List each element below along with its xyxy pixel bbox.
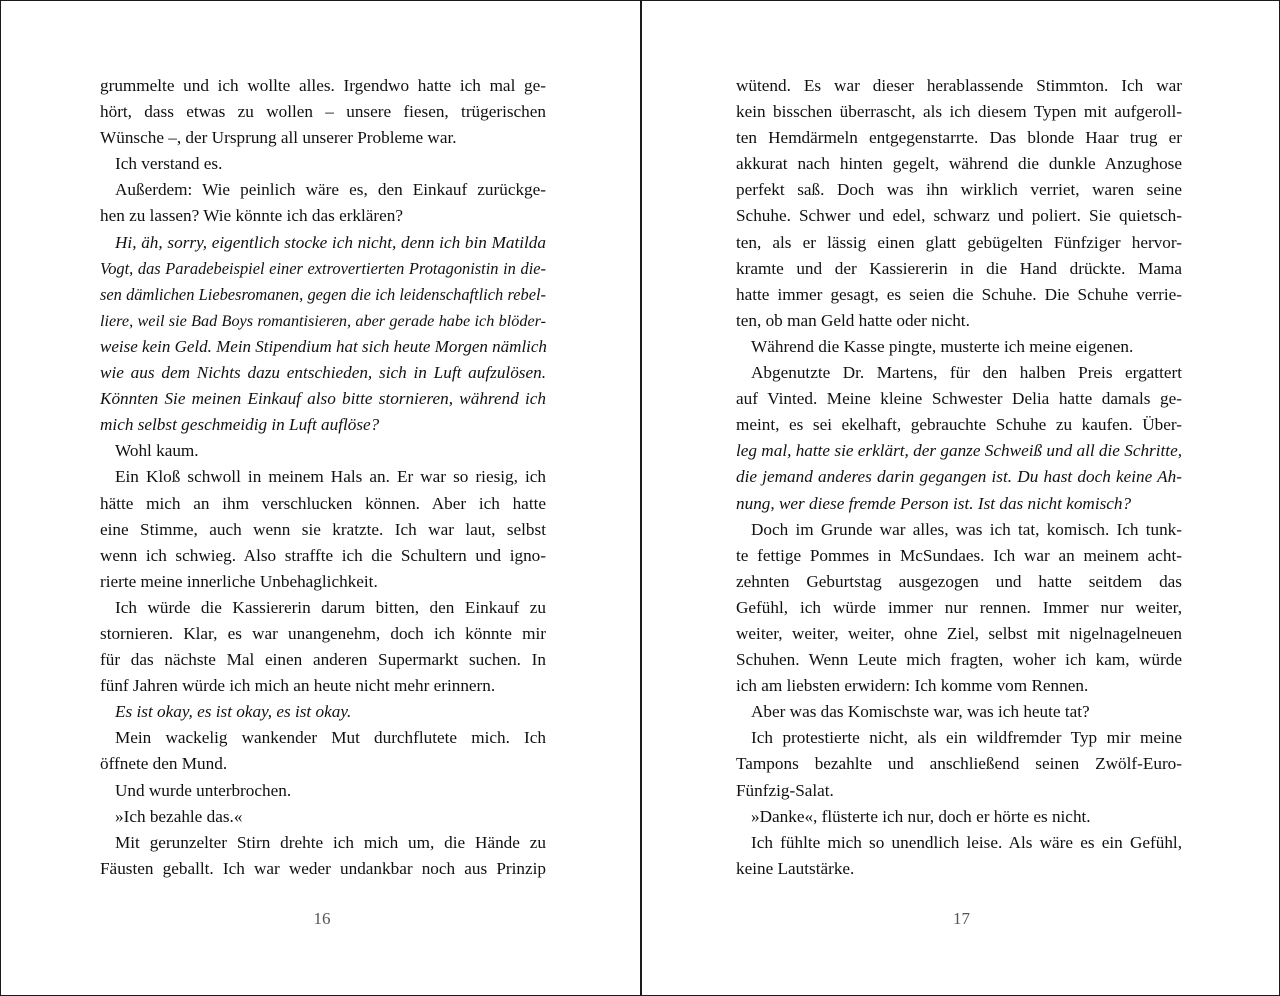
text-line: Mit gerunzelter Stirn drehte ich mich um, die Hände zu xyxy=(115,832,546,852)
left-page xyxy=(1,1,640,995)
text-line: Fünfzig-Salat. xyxy=(736,780,834,800)
text-line: Schuhe. Schwer und edel, schwarz und poliert. Sie quietsch- xyxy=(736,206,1182,226)
text-line: Abgenutzte Dr. Martens, für den halben Preis ergattert xyxy=(751,363,1182,383)
text-line: ten, als er lässig einen glatt gebügelten Fünfziger hervor- xyxy=(736,232,1182,252)
text-line: Es ist okay, es ist okay, es ist okay. xyxy=(115,702,352,722)
text-line: Während die Kasse pingte, musterte ich meine eigenen. xyxy=(751,336,1134,356)
text-line: sen dämlichen Liebesromanen, gegen die ich leidenschaftlich rebel- xyxy=(100,284,546,304)
text-line: kramte und der Kassiererin in die Hand drückte. Mama xyxy=(736,258,1182,278)
text-line: nung, wer diese fremde Person ist. Ist das nicht komisch? xyxy=(736,493,1132,513)
text-line: Fäusten geballt. Ich war weder undankbar noch aus Prinzip xyxy=(100,858,546,878)
text-line: te fettige Pommes in McSundaes. Ich war an meinem acht- xyxy=(736,545,1182,565)
text-line: perfekt saß. Doch was ihn wirklich verriet, waren seine xyxy=(736,180,1182,200)
text-line: Ich fühlte mich so unendlich leise. Als wäre es ein Gefühl, xyxy=(751,832,1182,852)
text-line: Und wurde unterbrochen. xyxy=(115,780,292,800)
left-page-number: 16 xyxy=(313,909,331,928)
text-line: Könnten Sie meinen Einkauf also bitte stornieren, während ich xyxy=(100,389,546,409)
text-line: auf Vinted. Meine kleine Schwester Delia hatte damals ge- xyxy=(736,389,1182,409)
text-line: Ich verstand es. xyxy=(115,154,223,174)
text-line: hen zu lassen? Wie könnte ich das erklären? xyxy=(100,206,403,226)
text-line: Ein Kloß schwoll in meinem Hals an. Er war so riesig, ich xyxy=(115,467,546,487)
text-line: meint, es sei ekelhaft, gebrauchte Schuhe zu kaufen. Über- xyxy=(736,415,1182,435)
text-line: Doch im Grunde war alles, was ich tat, komisch. Ich tunk- xyxy=(751,519,1182,539)
text-line: fünf Jahren würde ich mich an heute nicht mehr erinnern. xyxy=(100,676,496,696)
text-line: stornieren. Klar, es war unangenehm, doch ich könnte mir xyxy=(100,623,546,643)
text-line: Vogt, das Paradebeispiel einer extrovertierten Protagonistin in die- xyxy=(100,258,546,278)
text-line: rierte meine innerliche Unbehaglichkeit. xyxy=(100,571,378,591)
text-line: öffnete den Mund. xyxy=(100,754,228,774)
text-line: Außerdem: Wie peinlich wäre es, den Einkauf zurückge- xyxy=(115,180,546,200)
text-line: hört, dass etwas zu wollen – unsere fiesen, trügerischen xyxy=(100,102,546,122)
text-line: »Danke«, flüsterte ich nur, doch er hörte es nicht. xyxy=(751,806,1091,826)
text-line: mich selbst geschmeidig in Luft auflöse? xyxy=(100,415,380,435)
text-line: Hi, äh, sorry, eigentlich stocke ich nicht, denn ich bin Matilda xyxy=(115,232,546,252)
text-line: keine Lautstärke. xyxy=(736,858,855,878)
text-line: Wohl kaum. xyxy=(115,441,199,461)
text-line: Schuhen. Wenn Leute mich fragten, woher ich kam, würde xyxy=(736,650,1182,670)
text-line: ten, ob man Geld hatte oder nicht. xyxy=(736,310,970,330)
text-line: wütend. Es war dieser herablassende Stimmton. Ich war xyxy=(736,76,1182,95)
right-page xyxy=(642,1,1280,995)
text-line: eine Stimme, auch wenn sie kratzte. Ich war laut, selbst xyxy=(100,519,546,539)
text-line: Ich protestierte nicht, als ein wildfremder Typ mir meine xyxy=(751,728,1182,748)
text-line: Aber was das Komischste war, was ich heute tat? xyxy=(751,702,1090,722)
right-page-text xyxy=(736,73,1182,882)
text-line: weise kein Geld. Mein Stipendium hat sich heute Morgen nämlich xyxy=(100,336,547,356)
text-line: wie aus dem Nichts dazu entschieden, sich in Luft aufzulösen. xyxy=(100,363,546,383)
text-line: leg mal, hatte sie erklärt, der ganze Schweiß und all die Schritte, xyxy=(736,441,1182,461)
text-line: grummelte und ich wollte alles. Irgendwo hatte ich mal ge- xyxy=(100,76,546,95)
text-line: die jemand anderes darin gegangen ist. Du hast doch keine Ah- xyxy=(736,467,1182,487)
text-line: kein bisschen überrascht, als ich diesem Typen mit aufgeroll- xyxy=(736,102,1182,122)
text-line: liere, weil sie Bad Boys romantisieren, aber gerade habe ich blöder- xyxy=(100,311,546,330)
text-line: akkurat nach hinten gegelt, während die dunkle Anzughose xyxy=(736,154,1182,174)
text-line: zehnten Geburtstag ausgezogen und hatte seitdem das xyxy=(736,571,1182,591)
text-line: wenn ich schwieg. Also straffte ich die Schultern und igno- xyxy=(100,545,546,565)
text-line: Wünsche –, der Ursprung all unserer Probleme war. xyxy=(100,128,457,148)
text-line: Mein wackelig wankender Mut durchflutete mich. Ich xyxy=(115,728,546,748)
text-line: Ich würde die Kassiererin darum bitten, den Einkauf zu xyxy=(115,597,546,617)
left-page-text xyxy=(100,73,546,882)
text-line: hätte mich an ihm verschlucken können. Aber ich hatte xyxy=(100,493,546,513)
text-line: ten Hemdärmeln entgegenstarrte. Das blonde Haar trug er xyxy=(736,128,1182,148)
text-line: Tampons bezahlte und anschließend seinen Zwölf-Euro- xyxy=(736,754,1182,774)
text-line: für das nächste Mal einen anderen Supermarkt suchen. In xyxy=(100,650,546,670)
text-line: ich am liebsten erwidern: Ich komme vom Rennen. xyxy=(736,676,1089,696)
right-page-number: 17 xyxy=(953,909,970,928)
text-line: Gefühl, ich würde immer nur rennen. Immer nur weiter, xyxy=(736,597,1182,617)
text-line: hatte immer gesagt, es seien die Schuhe. Die Schuhe verrie- xyxy=(736,284,1182,304)
text-line: weiter, weiter, weiter, ohne Ziel, selbst mit nigelnagelneuen xyxy=(736,623,1182,643)
text-line: »Ich bezahle das.« xyxy=(115,806,243,826)
